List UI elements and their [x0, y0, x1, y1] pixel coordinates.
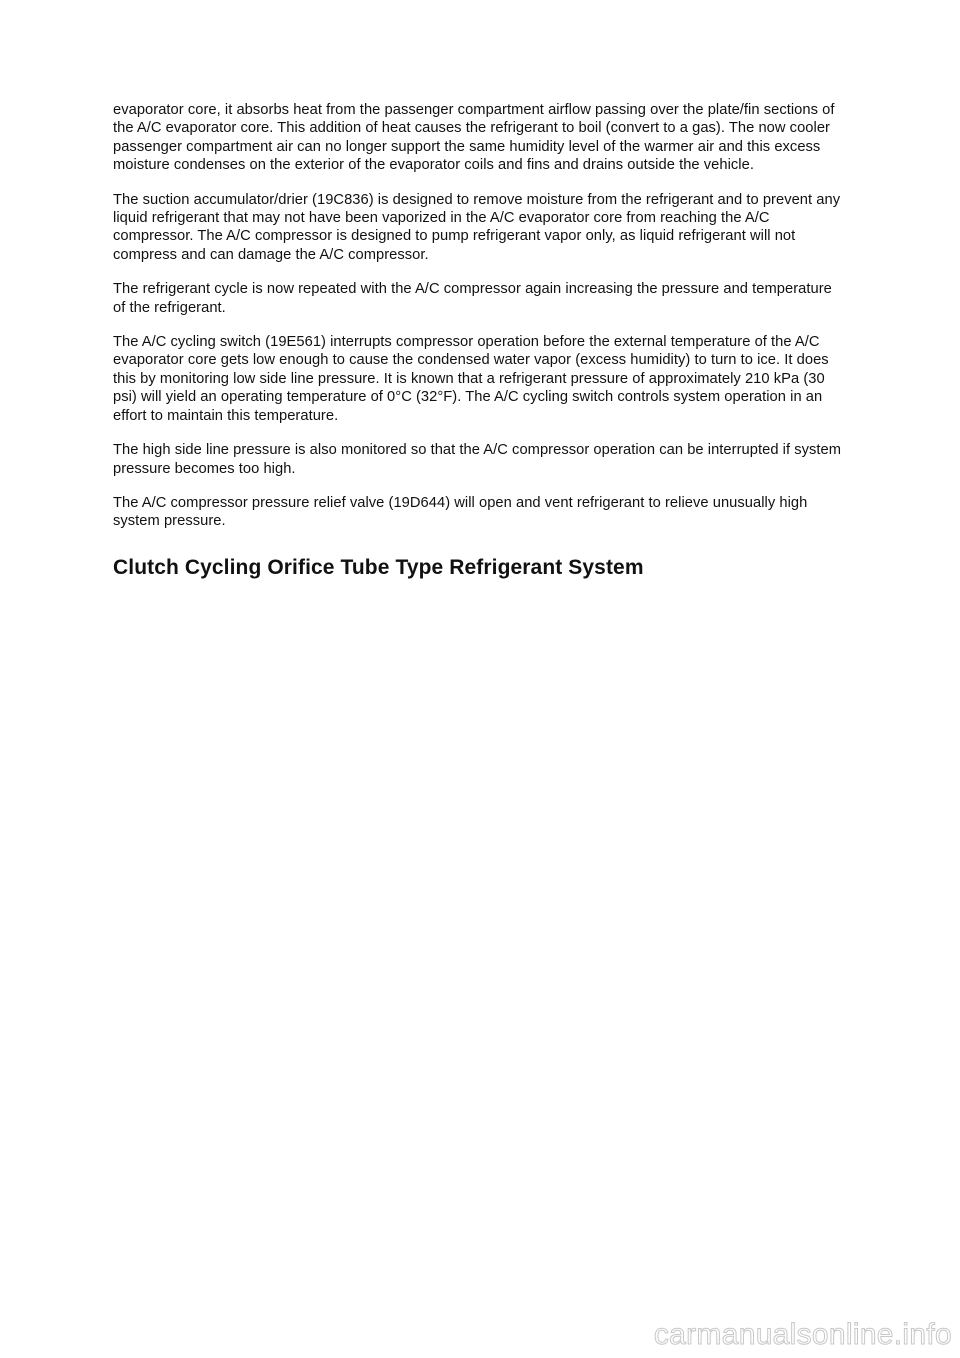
paragraph-cycling-switch: The A/C cycling switch (19E561) interrupts compressor operation before the external temperature of the A/C evaporator core gets low enough to cause the condensed water vapor (excess humidity) to turn to ice. It does this by monitoring low side line pressure. It is known that a refrigerant pressure of approximately 210 kPa (30 psi) will yield an operating temperature of 0°C (32°F). The A/C cycling switch controls system operation in an effort to maintain this temperature. [113, 334, 829, 424]
section-heading: Clutch Cycling Orifice Tube Type Refrigerant System [113, 555, 644, 579]
watermark: carmanualsonline.info [653, 1318, 952, 1351]
paragraph-relief-valve: The A/C compressor pressure relief valve (19D644) will open and vent refrigerant to relieve unusually high system pressure. [113, 494, 808, 530]
paragraph-refrigerant-cycle: The refrigerant cycle is now repeated with the A/C compressor again increasing the pressure and temperature of the refrigerant. [113, 281, 832, 316]
paragraph-suction-accumulator: The suction accumulator/drier (19C836) is designed to remove moisture from the refrigerant and to prevent any liquid refrigerant that may not have been vaporized in the A/C evaporator core from reaching the A/C compressor. The A/C compressor is designed to pump refrigerant vapor only, as liquid refrigerant will not compress and can damage the A/C compressor. [113, 191, 841, 263]
paragraph-evaporator-core: evaporator core, it absorbs heat from the passenger compartment airflow passing over the plate/fin sections of the A/C evaporator core. This addition of heat causes the refrigerant to boil (convert to a gas). The now cooler passenger compartment air can no longer support the same humidity level of the warmer air and this excess moisture condenses on the exterior of the evaporator coils and fins and drains outside the vehicle. [113, 102, 835, 174]
paragraph-high-side-pressure: The high side line pressure is also monitored so that the A/C compressor operation can be interrupted if system pressure becomes too high. [113, 442, 842, 477]
document-body [113, 101, 848, 581]
